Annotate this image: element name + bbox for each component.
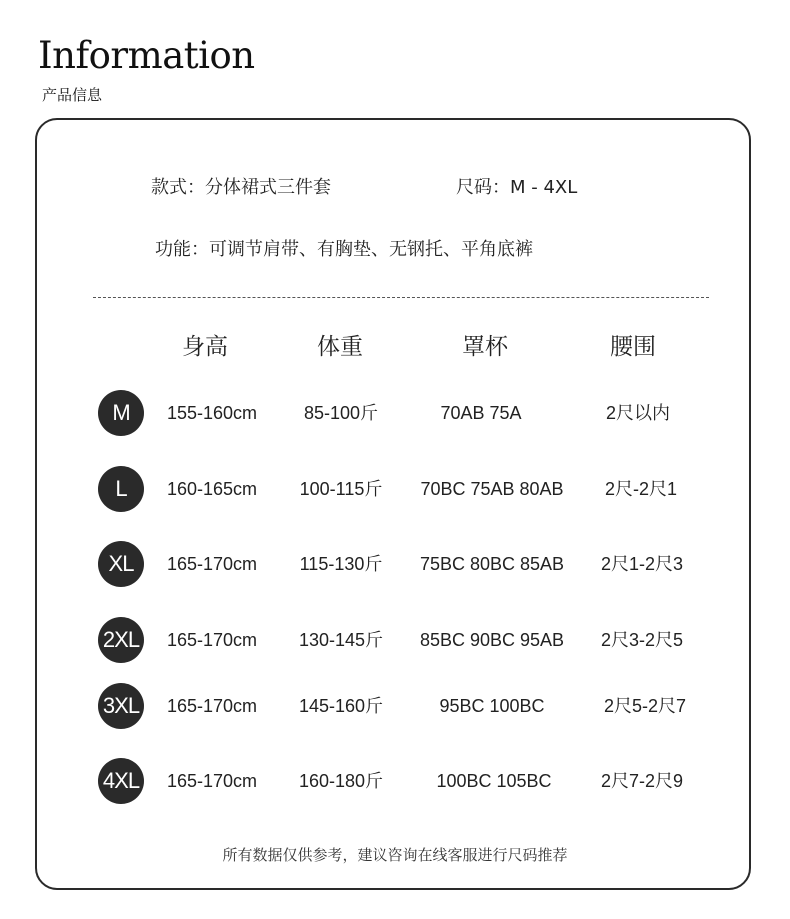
cup-cell: 95BC 100BC	[439, 696, 545, 716]
weight-cell: 100-115斤	[299, 479, 383, 499]
column-header-waist: 腰围	[610, 334, 656, 360]
height-cell: 155-160cm	[166, 403, 258, 423]
height-cell: 165-170cm	[166, 554, 258, 574]
size-range-info: 尺码：M - 4XL	[456, 177, 578, 198]
weight-cell: 115-130斤	[299, 554, 383, 574]
height-cell: 165-170cm	[166, 696, 258, 716]
size-row-3xl	[0, 683, 790, 729]
waist-cell: 2尺1-2尺3	[600, 554, 684, 574]
size-badge: 2XL	[98, 617, 144, 663]
size-row-m	[0, 390, 790, 436]
waist-cell: 2尺-2尺1	[604, 479, 678, 499]
weight-cell: 160-180斤	[298, 771, 384, 791]
size-badge: M	[98, 390, 144, 436]
waist-cell: 2尺3-2尺5	[600, 630, 684, 650]
size-badge: 3XL	[98, 683, 144, 729]
waist-cell: 2尺5-2尺7	[603, 696, 687, 716]
page-subtitle: 产品信息	[42, 86, 103, 104]
weight-cell: 145-160斤	[298, 696, 384, 716]
size-badge: 4XL	[98, 758, 144, 804]
height-cell: 165-170cm	[166, 771, 258, 791]
weight-cell: 85-100斤	[303, 403, 379, 423]
cup-cell: 75BC 80BC 85AB	[419, 554, 565, 574]
style-info: 款式：分体裙式三件套	[151, 177, 331, 198]
footer-note: 所有数据仅供参考，建议咨询在线客服进行尺码推荐	[222, 846, 568, 864]
weight-cell: 130-145斤	[298, 630, 384, 650]
cup-cell: 70BC 75AB 80AB	[420, 479, 564, 499]
size-row-2xl	[0, 617, 790, 663]
column-header-weight: 体重	[317, 334, 363, 360]
dashed-divider	[93, 297, 709, 298]
cup-cell: 70AB 75A	[440, 403, 522, 423]
waist-cell: 2尺7-2尺9	[600, 771, 684, 791]
cup-cell: 100BC 105BC	[436, 771, 552, 791]
column-header-cup: 罩杯	[462, 334, 508, 360]
column-header-height: 身高	[182, 334, 228, 360]
waist-cell: 2尺以内	[605, 403, 671, 423]
height-cell: 165-170cm	[166, 630, 258, 650]
cup-cell: 85BC 90BC 95AB	[419, 630, 565, 650]
features-info: 功能：可调节肩带、有胸垫、无钢托、平角底裤	[155, 239, 533, 260]
size-row-xl	[0, 541, 790, 587]
page-title: Information	[38, 34, 255, 77]
size-badge: L	[98, 466, 144, 512]
height-cell: 160-165cm	[166, 479, 258, 499]
size-row-4xl	[0, 758, 790, 804]
size-row-l	[0, 466, 790, 512]
size-badge: XL	[98, 541, 144, 587]
